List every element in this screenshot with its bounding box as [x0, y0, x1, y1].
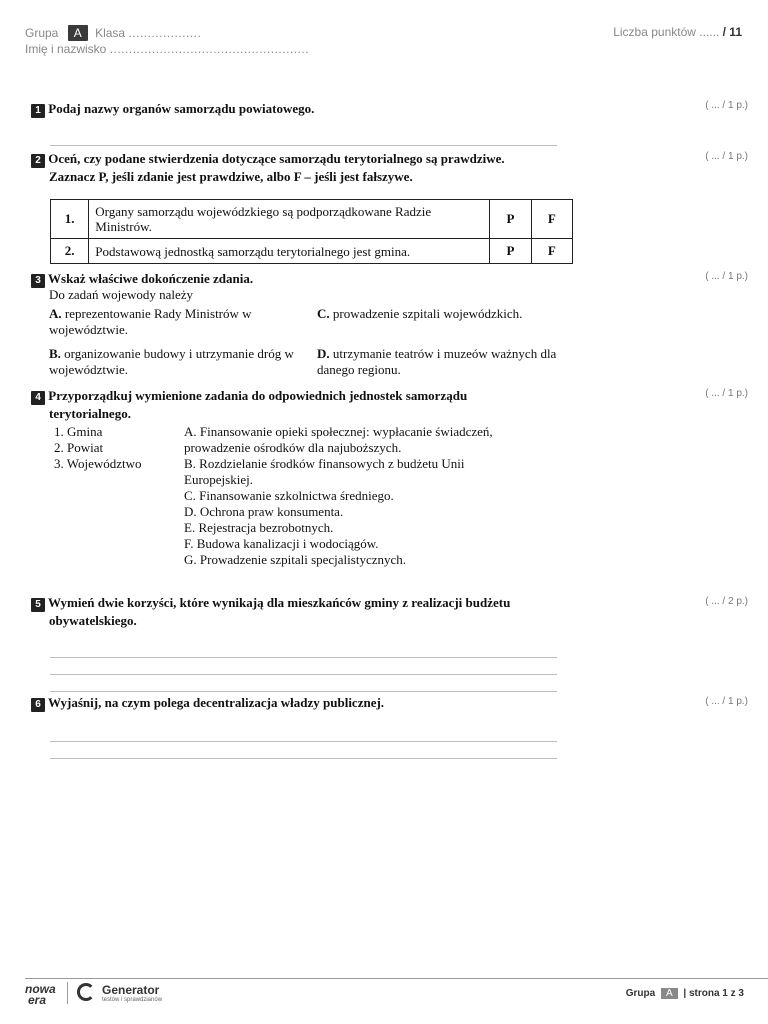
generator-title: Generator [102, 983, 160, 997]
task-item: A. Finansowanie opieki społecznej: wypłacanie świadczeń, prowadzenie ośrodków dla najuboższych. [184, 424, 493, 455]
answer-line[interactable] [50, 674, 557, 675]
footer-divider [25, 978, 768, 979]
name-label: Imię i nazwisko [25, 42, 107, 56]
option-text: utrzymanie teatrów i muzeów ważnych dla danego regionu. [317, 346, 557, 377]
task-number-badge: 5 [31, 598, 45, 612]
task-1-question [31, 100, 314, 118]
name-field[interactable]: .................................................... [109, 42, 310, 56]
task-3-question [31, 270, 253, 288]
points-total: / 11 [722, 25, 742, 39]
task-number-badge: 1 [31, 104, 45, 118]
unit-item: 2. Powiat [54, 440, 104, 455]
footer-group-label: Grupa [625, 988, 656, 999]
false-option[interactable]: F [531, 200, 572, 239]
task-item: C. Finansowanie szkolnictwa średniego. [184, 488, 394, 503]
answer-line[interactable] [50, 691, 557, 692]
task-3-stem: Do zadań wojewody należy [49, 287, 194, 302]
footer-page-number: | strona 1 z 3 [683, 988, 744, 999]
points-field[interactable]: ...... [699, 25, 720, 39]
class-label: Klasa [95, 26, 126, 40]
task-5-text-line2: obywatelskiego. [49, 613, 137, 628]
task-5-question [31, 594, 510, 629]
task-number-badge: 2 [31, 154, 45, 168]
task-item: E. Rejestracja bezrobotnych. [184, 520, 334, 535]
task-5-text-line1: Wymień dwie korzyści, które wynikają dla mieszkańców gminy z realizacji budżetu [48, 595, 511, 610]
footer-page-info [626, 988, 744, 999]
table-row [51, 200, 573, 239]
false-option[interactable]: F [531, 239, 572, 264]
task-2-text-line2: Zaznacz P, jeśli zdanie jest prawdziwe, albo F – jeśli jest fałszywe. [49, 169, 413, 184]
task-2-question [31, 150, 505, 185]
true-option[interactable]: P [490, 239, 531, 264]
statement: Organy samorządu wojewódzkiego są podporządkowane Radzie Ministrów. [89, 200, 490, 239]
option-c[interactable] [317, 306, 567, 322]
header-group-class [25, 25, 201, 41]
tasks-list [184, 424, 509, 568]
option-letter: A. [49, 306, 62, 321]
task-item: F. Budowa kanalizacji i wodociągów. [184, 536, 379, 551]
task-3-points: ( ... / 1 p.) [705, 271, 748, 282]
true-false-table [50, 199, 573, 264]
logo-line2: era [28, 993, 47, 1007]
logo-line1: nowa [25, 982, 56, 996]
task-4-text-line2: terytorialnego. [49, 406, 131, 421]
option-d[interactable] [317, 346, 572, 378]
task-3-text: Wskaż właściwe dokończenie zdania. [48, 271, 254, 286]
true-option[interactable]: P [490, 200, 531, 239]
group-label: Grupa [25, 26, 59, 40]
task-2-text-line1: Oceń, czy podane stwierdzenia dotyczące samorządu terytorialnego są prawdziwe. [48, 151, 505, 166]
class-field[interactable]: ................... [128, 26, 202, 40]
statement: Podstawową jednostką samorządu terytorialnego jest gmina. [89, 239, 490, 264]
generator-g-icon [77, 983, 95, 1001]
logo-separator [67, 982, 68, 1004]
header-name [25, 42, 309, 56]
generator-logo [77, 983, 162, 1003]
task-5-points: ( ... / 2 p.) [705, 596, 748, 607]
answer-line[interactable] [50, 145, 557, 146]
task-number-badge: 6 [31, 698, 45, 712]
task-4-text-line1: Przyporządkuj wymienione zadania do odpowiednich jednostek samorządu [48, 388, 468, 403]
task-item: B. Rozdzielanie środków finansowych z budżetu Unii Europejskiej. [184, 456, 465, 487]
generator-subtitle: testów i sprawdzianów [102, 997, 163, 1003]
answer-line[interactable] [50, 758, 557, 759]
task-4-question [31, 387, 467, 422]
option-a[interactable] [49, 306, 294, 338]
task-1-points: ( ... / 1 p.) [705, 100, 748, 111]
option-text: prowadzenie szpitali wojewódzkich. [332, 306, 523, 321]
task-6-points: ( ... / 1 p.) [705, 696, 748, 707]
row-number: 1. [51, 200, 89, 239]
task-number-badge: 3 [31, 274, 45, 288]
task-number-badge: 4 [31, 391, 45, 405]
group-badge: A [68, 25, 88, 41]
option-letter: C. [317, 306, 330, 321]
task-6-question [31, 694, 384, 712]
unit-item: 3. Województwo [54, 456, 142, 471]
option-letter: B. [49, 346, 61, 361]
points-label: Liczba punktów [613, 25, 696, 39]
task-6-text: Wyjaśnij, na czym polega decentralizacja władzy publicznej. [48, 695, 385, 710]
unit-item: 1. Gmina [54, 424, 103, 439]
header-points [613, 25, 742, 39]
option-text: reprezentowanie Rady Ministrów w województwie. [49, 306, 252, 337]
answer-line[interactable] [50, 741, 557, 742]
units-list [54, 424, 179, 472]
table-row [51, 239, 573, 264]
task-2-points: ( ... / 1 p.) [705, 151, 748, 162]
task-item: D. Ochrona praw konsumenta. [184, 504, 344, 519]
option-b[interactable] [49, 346, 294, 378]
task-4-points: ( ... / 1 p.) [705, 388, 748, 399]
answer-line[interactable] [50, 657, 557, 658]
task-item: G. Prowadzenie szpitali specjalistycznych. [184, 552, 407, 567]
option-text: organizowanie budowy i utrzymanie dróg w województwie. [49, 346, 294, 377]
option-letter: D. [317, 346, 330, 361]
row-number: 2. [51, 239, 89, 264]
task-1-text: Podaj nazwy organów samorządu powiatowego. [48, 101, 315, 116]
nowa-era-logo [25, 984, 56, 1006]
footer-group-badge: A [661, 988, 678, 999]
